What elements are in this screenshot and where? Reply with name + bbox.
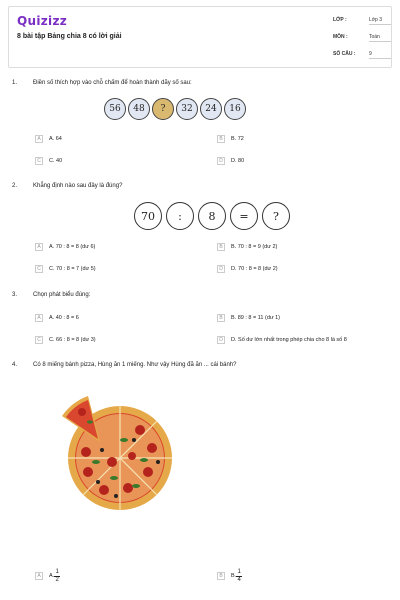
q2-option-a[interactable] — [35, 242, 95, 252]
option-letter-box: B — [217, 135, 225, 143]
q4-option-a[interactable] — [35, 566, 60, 586]
q1-option-a[interactable] — [35, 134, 62, 144]
fraction-denominator: 2 — [55, 576, 59, 583]
option-text: B. 72 — [231, 136, 244, 142]
option-letter-box: D — [217, 265, 225, 273]
worksheet-header — [8, 6, 392, 68]
option-letter-box: A — [35, 572, 43, 580]
equation-unknown: ? — [262, 202, 290, 230]
option-text: B. 70 : 8 = 9 (dư 2) — [231, 244, 278, 250]
question-count-value: 9 — [369, 51, 391, 59]
option-text: C. 66 : 8 = 8 (dư 3) — [49, 337, 96, 343]
option-text: A. 70 : 8 = 8 (dư 6) — [49, 244, 96, 250]
question-4-number: 4. — [12, 362, 18, 368]
fraction-numerator: 1 — [55, 568, 59, 575]
q2-option-b[interactable] — [217, 242, 277, 252]
question-1-text: Điền số thích hợp vào chỗ chấm để hoàn thành dãy số sau: — [33, 80, 192, 86]
option-letter-box: A — [35, 243, 43, 251]
option-letter-box: A — [35, 135, 43, 143]
worksheet-title: 8 bài tập Bảng chia 8 có lời giải — [17, 33, 122, 40]
option-prefix: A. — [49, 573, 55, 579]
q1-option-b[interactable] — [217, 134, 244, 144]
option-letter-box: D — [217, 157, 225, 165]
fraction-numerator: 1 — [237, 568, 241, 575]
q4-option-b[interactable] — [217, 566, 242, 586]
option-letter-box: B — [217, 572, 225, 580]
sequence-missing-item: ? — [152, 98, 174, 120]
sequence-item: 32 — [176, 98, 198, 120]
option-letter-box: D — [217, 336, 225, 344]
equation-operator: : — [166, 202, 194, 230]
q1-option-d[interactable] — [217, 156, 244, 166]
number-sequence — [104, 98, 246, 120]
subject-value: Toán — [369, 34, 391, 42]
q3-option-a[interactable] — [35, 313, 79, 323]
option-letter-box: C — [35, 265, 43, 273]
option-text: A. 64 — [49, 136, 62, 142]
fraction — [54, 569, 60, 584]
option-text: C. 70 : 8 = 7 (dư 5) — [49, 266, 96, 272]
equation-term: 70 — [134, 202, 162, 230]
q2-option-d[interactable] — [217, 264, 278, 274]
grade-value: Lớp 3 — [369, 17, 391, 25]
q2-option-c[interactable] — [35, 264, 96, 274]
question-1-number: 1. — [12, 80, 18, 86]
q3-option-b[interactable] — [217, 313, 280, 323]
sequence-item: 24 — [200, 98, 222, 120]
option-letter-box: C — [35, 157, 43, 165]
pizza-image — [52, 390, 182, 520]
division-equation — [134, 202, 290, 230]
question-3-text: Chọn phát biểu đúng: — [33, 292, 91, 298]
question-2-text: Khẳng định nào sau đây là đúng? — [33, 183, 123, 189]
question-2-number: 2. — [12, 183, 18, 189]
option-text: D. Số dư lớn nhất trong phép chia cho 8 là số 8 — [231, 337, 347, 343]
question-4-text: Có 8 miếng bánh pizza, Hùng ăn 1 miếng. Như vậy Hùng đã ăn ... cái bánh? — [33, 362, 237, 368]
equation-operator: = — [230, 202, 258, 230]
option-text: B. 89 : 8 = 11 (dư 1) — [231, 315, 280, 321]
sequence-item: 48 — [128, 98, 150, 120]
option-letter-box: C — [35, 336, 43, 344]
sequence-item: 56 — [104, 98, 126, 120]
option-prefix: B. — [231, 573, 237, 579]
option-text: A. 40 : 8 = 6 — [49, 315, 79, 321]
option-letter-box: B — [217, 243, 225, 251]
option-text: D. 70 : 8 = 8 (dư 2) — [231, 266, 278, 272]
option-text: C. 40 — [49, 158, 63, 164]
question-count-label: SỐ CÂU : — [333, 51, 356, 57]
option-text: D. 80 — [231, 158, 245, 164]
q3-option-c[interactable] — [35, 335, 96, 345]
option-letter-box: B — [217, 314, 225, 322]
quizizz-logo: Quizizz — [17, 14, 68, 28]
question-3-number: 3. — [12, 292, 18, 298]
fraction-denominator: 4 — [237, 576, 241, 583]
fraction — [236, 569, 242, 584]
q1-option-c[interactable] — [35, 156, 62, 166]
grade-label: LỚP : — [333, 17, 347, 23]
subject-label: MÔN : — [333, 34, 348, 40]
equation-term: 8 — [198, 202, 226, 230]
q3-option-d[interactable] — [217, 335, 347, 345]
sequence-item: 16 — [224, 98, 246, 120]
option-letter-box: A — [35, 314, 43, 322]
